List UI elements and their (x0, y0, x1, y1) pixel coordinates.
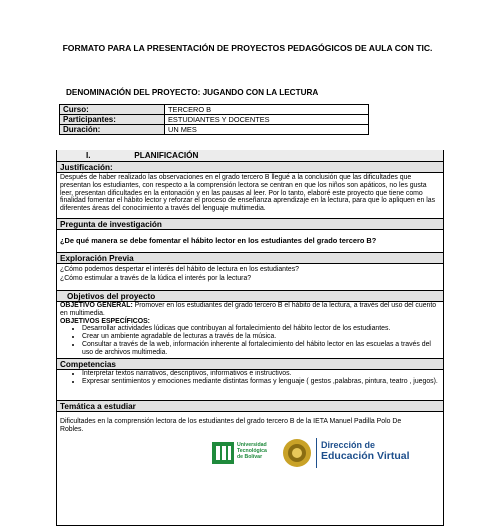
utb-logo-icon (212, 442, 234, 464)
objetivos-heading: Objetivos del proyecto (57, 290, 443, 302)
justificacion-text: Después de haber realizado las observaciones en el grado tercero B llegué a la conclusión que las dificultades que presentan los estudiantes, con respecto a la comprensión lectora se centran en que los niños son apáticos, no les gusta leer, presentan dificultades en la entonación y en las pausas al leer. Por lo tanto, elaboré este proyecto que tiene como finalidad fomentar el hábito lector y reforzar el proceso de enseñanza aprendizaje en la lectura, para que lo apliquen en las diferentes áreas del conocimiento a través del lenguaje multimedia. (60, 174, 436, 213)
objetivo-general-label: OBJETIVO GENERAL: (60, 302, 133, 309)
university-name (237, 442, 267, 460)
info-value: UN MES (165, 125, 369, 135)
tematica-text: Dificultades en la comprensión lectora de los estudiantes del grado tercero B de la IETA Manuel Padilla Polo De Robles. (60, 418, 402, 433)
university-line: de Bolívar (237, 454, 263, 460)
objetivos-content (60, 302, 440, 357)
table-row (60, 105, 369, 115)
divider (316, 438, 317, 468)
competencias-heading: Competencias (57, 358, 443, 370)
objetivos-list (60, 325, 440, 356)
exploracion-heading: Exploración Previa (57, 252, 443, 264)
competencias-content (60, 370, 440, 386)
list-item: • Expresar sentimientos y emociones mediante distintas formas y lenguaje ( gestos ,palabras, pintura, teatro , juegos). (82, 378, 440, 386)
tematica-heading: Temática a estudiar (57, 400, 443, 412)
direccion-line: Educación Virtual (321, 450, 410, 462)
list-item: • Desarrollar actividades lúdicas que contribuyan al fortalecimiento del hábito lector de los estudiantes. (82, 325, 440, 333)
info-label: Participantes: (60, 115, 165, 125)
project-name: DENOMINACIÓN DEL PROYECTO: JUGANDO CON LA LECTURA (66, 88, 319, 97)
table-row (60, 125, 369, 135)
competencias-list (60, 370, 440, 386)
objetivo-general-text: Promover en los estudiantes del grado tercero B el hábito de la lectura, a través del uso del cuento en multimedia. (60, 302, 437, 317)
pregunta-text: ¿De qué manera se debe fomentar el hábito lector en los estudiantes del grado tercero B? (60, 236, 377, 245)
university-line: Universidad (237, 442, 267, 448)
list-item: • Consultar a través de la web, información inherente al fortalecimiento del hábito lector en las escuelas a través del uso de archivos multimedia. (82, 341, 440, 357)
info-label: Curso: (60, 105, 165, 115)
footer-logos (212, 438, 442, 468)
planificacion-number: I. (86, 151, 91, 160)
exploracion-content (60, 266, 440, 283)
objetivos-especificos-label: OBJETIVOS ESPECÍFICOS: (60, 317, 150, 325)
planificacion-title: PLANIFICACIÓN (134, 151, 199, 160)
exploracion-question-2: ¿Cómo estimular a través de la lúdica el interés por la lectura? (60, 274, 252, 282)
list-item: • Interpretar textos narrativos, descriptivos, informativos e instructivos. (82, 370, 440, 378)
info-value: TERCERO B (165, 105, 369, 115)
objetivo-general (60, 302, 440, 318)
document-title: FORMATO PARA LA PRESENTACIÓN DE PROYECTOS PEDAGÓGICOS DE AULA CON TIC. (62, 43, 433, 53)
direccion-line: Dirección de (321, 440, 376, 450)
university-line: Tecnológica (237, 448, 267, 454)
justificacion-heading: Justificación: (57, 161, 443, 173)
list-item: • Crear un ambiente agradable de lecturas a través de la música. (82, 333, 440, 341)
pregunta-heading: Pregunta de investigación (57, 218, 443, 230)
info-table (59, 104, 369, 135)
exploracion-question-1: ¿Cómo podemos despertar el interés del hábito de lectura en los estudiantes? (60, 266, 300, 273)
table-row (60, 115, 369, 125)
direccion-educacion-virtual (321, 440, 410, 462)
info-label: Duración: (60, 125, 165, 135)
info-value: ESTUDIANTES Y DOCENTES (165, 115, 369, 125)
seal-icon (282, 438, 312, 468)
